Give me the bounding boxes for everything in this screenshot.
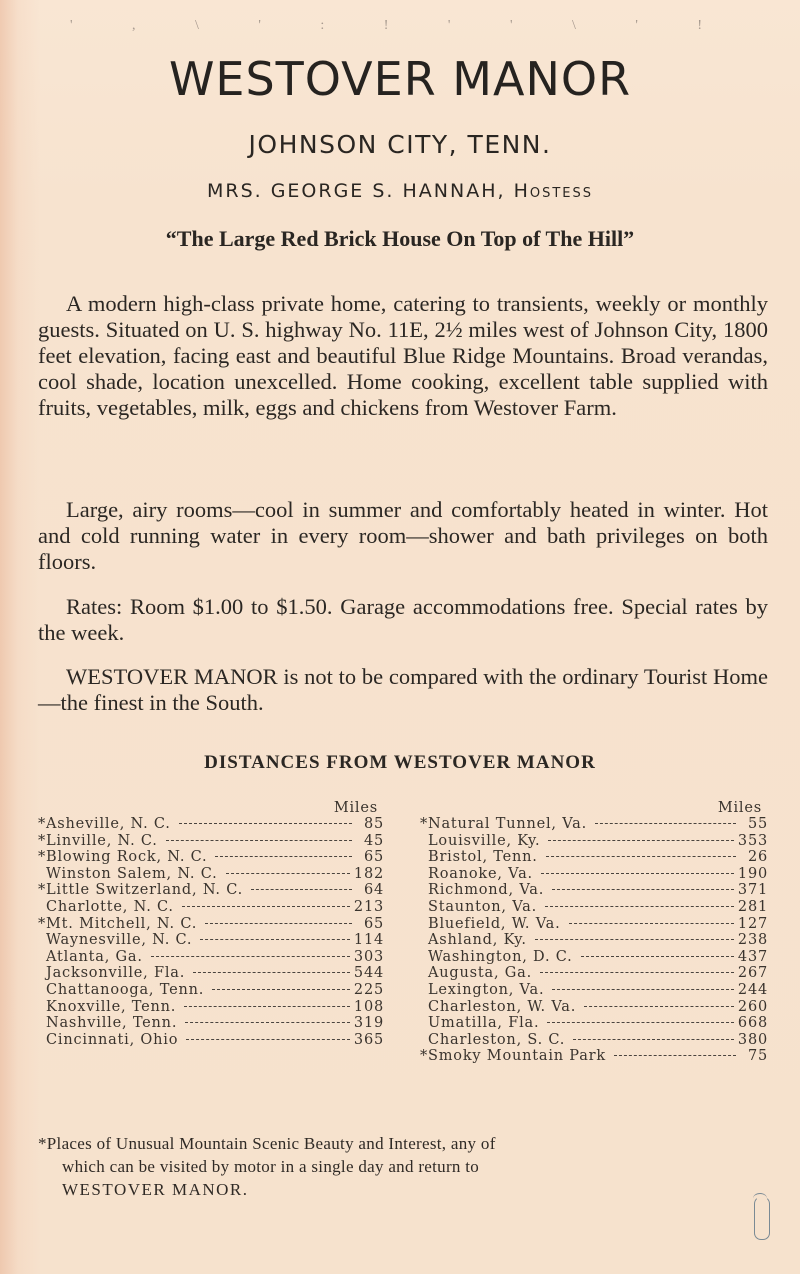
- distance-row: [38, 882, 384, 899]
- distance-row: [420, 833, 768, 850]
- leader-dashes: [186, 1038, 350, 1040]
- distance-miles: 65: [363, 915, 384, 932]
- leader-dashes: [179, 822, 352, 824]
- distance-miles: 225: [353, 981, 384, 998]
- distances-table-right: [420, 800, 768, 1065]
- leader-dashes: [548, 839, 733, 841]
- distance-miles: 353: [737, 832, 768, 849]
- distance-row: [38, 1015, 384, 1032]
- distance-row: [420, 932, 768, 949]
- destination-name: Mt. Mitchell, N. C.: [46, 915, 198, 932]
- distance-row: [420, 1032, 768, 1049]
- destination-name: Charleston, W. Va.: [428, 998, 577, 1015]
- leader-dashes: [552, 988, 734, 990]
- rates-paragraph: Rates: Room $1.00 to $1.50. Garage accommodations free. Special rates by the week.: [38, 594, 768, 645]
- leader-dashes: [212, 988, 350, 990]
- destination-name: Charlotte, N. C.: [46, 898, 174, 915]
- scenic-asterisk: *: [38, 915, 47, 932]
- scenic-asterisk: *: [38, 832, 47, 849]
- leader-dashes: [251, 888, 352, 890]
- footnote-line: WESTOVER MANOR.: [62, 1180, 249, 1199]
- destination-name: Charleston, S. C.: [428, 1031, 566, 1048]
- distance-row: [38, 999, 384, 1016]
- distance-miles: 319: [353, 1015, 384, 1032]
- claim-paragraph: WESTOVER MANOR is not to be compared with the ordinary Tourist Home—the finest in the South.: [38, 664, 768, 715]
- scenic-asterisk: *: [38, 816, 47, 832]
- leader-dashes: [552, 888, 734, 890]
- leader-dashes: [215, 855, 352, 857]
- distance-row: [38, 965, 384, 982]
- leader-dashes: [182, 905, 350, 907]
- distance-miles: 75: [747, 1048, 768, 1065]
- destination-name: Lexington, Va.: [428, 981, 545, 998]
- tagline: “The Large Red Brick House On Top of The Hill”: [165, 226, 635, 251]
- destination-name: Ashland, Ky.: [428, 932, 527, 949]
- scenic-asterisk: *: [420, 1048, 429, 1065]
- distance-row: [38, 899, 384, 916]
- destination-name: Blowing Rock, N. C.: [46, 849, 208, 866]
- distances-table-left: [38, 800, 384, 1048]
- destination-name: Louisville, Ky.: [428, 832, 541, 849]
- distance-miles: 190: [737, 865, 768, 882]
- description-paragraph: A modern high-class private home, catering to transients, weekly or monthly guests. Situated on U. S. highway No. 11E, 2½ miles west of Johnson City, 1800 feet elevation, facing east and beautiful Blue Ridge Mountains. Broad verandas, cool shade, location unexcelled. Home cooking, excellent table supplied with fruits, vegetables, milk, eggs and chickens from Westover Farm.: [38, 291, 768, 420]
- miles-column-header: Miles: [333, 800, 378, 816]
- leader-dashes: [569, 922, 734, 924]
- destination-name: Winston Salem, N. C.: [46, 865, 218, 882]
- leader-dashes: [151, 955, 350, 957]
- miles-column-header: Miles: [717, 800, 762, 816]
- destination-name: Waynesville, N. C.: [46, 932, 193, 949]
- destination-name: Smoky Mountain Park: [428, 1048, 606, 1065]
- distance-miles: 371: [737, 882, 768, 899]
- distance-miles: 182: [353, 865, 384, 882]
- distance-miles: 65: [363, 849, 384, 866]
- destination-name: Asheville, N. C.: [46, 816, 171, 832]
- distance-row: [38, 1032, 384, 1049]
- distance-row: [420, 982, 768, 999]
- distance-row: [420, 999, 768, 1016]
- leader-dashes: [184, 1005, 350, 1007]
- scenic-asterisk: *: [38, 849, 47, 866]
- distance-row: [38, 916, 384, 933]
- distance-row: [420, 1048, 768, 1065]
- distance-row: [38, 849, 384, 866]
- distance-row: [420, 965, 768, 982]
- destination-name: Augusta, Ga.: [428, 965, 532, 982]
- destination-name: Staunton, Va.: [428, 898, 537, 915]
- distance-miles: 244: [737, 981, 768, 998]
- distance-row: [38, 866, 384, 883]
- destination-name: Bristol, Tenn.: [428, 849, 538, 866]
- leader-dashes: [535, 938, 734, 940]
- leader-dashes: [581, 955, 734, 957]
- leader-dashes: [573, 1038, 734, 1040]
- destination-name: Atlanta, Ga.: [46, 948, 143, 965]
- distance-miles: 267: [737, 965, 768, 982]
- leader-dashes: [584, 1005, 734, 1007]
- distance-miles: 365: [353, 1031, 384, 1048]
- print-speckles: ' , \ ' : ! ' ' \ ' !: [69, 18, 731, 33]
- distances-heading: DISTANCES FROM WESTOVER MANOR: [204, 752, 596, 773]
- destination-name: Little Switzerland, N. C.: [46, 882, 243, 899]
- distance-row: [420, 882, 768, 899]
- leader-dashes: [185, 1021, 350, 1023]
- distance-row: [38, 982, 384, 999]
- distance-miles: 55: [747, 816, 768, 832]
- distance-row: [420, 1015, 768, 1032]
- destination-name: Umatilla, Fla.: [428, 1015, 540, 1032]
- destination-name: Washington, D. C.: [428, 948, 573, 965]
- handwritten-mark-icon: [754, 1196, 770, 1240]
- destination-name: Nashville, Tenn.: [46, 1015, 178, 1032]
- distance-miles: 108: [353, 998, 384, 1015]
- distance-row: [420, 899, 768, 916]
- distance-miles: 85: [363, 816, 384, 832]
- leader-dashes: [546, 855, 736, 857]
- distance-row: [420, 916, 768, 933]
- hostess-role: Hostess: [513, 180, 594, 202]
- destination-name: Chattanooga, Tenn.: [46, 981, 205, 998]
- distance-row: [420, 866, 768, 883]
- distance-miles: 281: [737, 898, 768, 915]
- distance-miles: 303: [353, 948, 384, 965]
- leader-dashes: [540, 971, 734, 973]
- leader-dashes: [166, 839, 352, 841]
- distance-row: [38, 949, 384, 966]
- destination-name: Knoxville, Tenn.: [46, 998, 177, 1015]
- leader-dashes: [545, 905, 734, 907]
- footnote-line: *Places of Unusual Mountain Scenic Beauty and Interest, any of: [38, 1134, 496, 1153]
- destination-name: Roanoke, Va.: [428, 865, 533, 882]
- destination-name: Richmond, Va.: [428, 882, 545, 899]
- leader-dashes: [200, 938, 350, 940]
- leader-dashes: [547, 1021, 734, 1023]
- distance-row: [420, 949, 768, 966]
- scenic-asterisk: *: [38, 882, 47, 899]
- destination-name: Jacksonville, Fla.: [46, 965, 186, 982]
- footnote-line: which can be visited by motor in a single day and return to: [62, 1157, 480, 1176]
- distance-miles: 437: [737, 948, 768, 965]
- city-subtitle: JOHNSON CITY, TENN.: [248, 130, 552, 159]
- distance-miles: 26: [747, 849, 768, 866]
- leader-dashes: [614, 1054, 736, 1056]
- leader-dashes: [205, 922, 352, 924]
- distance-row: [420, 816, 768, 833]
- distance-row: [38, 932, 384, 949]
- rooms-paragraph: Large, airy rooms—cool in summer and comfortably heated in winter. Hot and cold running water in every room—shower and bath privileges on both floors.: [38, 497, 768, 574]
- destination-name: Cincinnati, Ohio: [46, 1031, 179, 1048]
- distance-miles: 238: [737, 932, 768, 949]
- destination-name: Natural Tunnel, Va.: [428, 816, 588, 832]
- destination-name: Bluefield, W. Va.: [428, 915, 561, 932]
- distance-miles: 64: [363, 882, 384, 899]
- leader-dashes: [541, 872, 734, 874]
- distance-row: [38, 816, 384, 833]
- distance-miles: 213: [353, 898, 384, 915]
- page-title: WESTOVER MANOR: [168, 52, 632, 106]
- leader-dashes: [193, 971, 350, 973]
- hostess-name: MRS. GEORGE S. HANNAH,: [206, 180, 514, 202]
- distance-miles: 380: [737, 1031, 768, 1048]
- leader-dashes: [595, 822, 736, 824]
- distance-miles: 260: [737, 998, 768, 1015]
- distance-miles: 127: [737, 915, 768, 932]
- distance-miles: 544: [353, 965, 384, 982]
- distance-miles: 45: [363, 832, 384, 849]
- distance-miles: 114: [353, 932, 384, 949]
- footnote: [38, 1132, 768, 1201]
- scenic-asterisk: *: [420, 816, 429, 832]
- hostess-line: [0, 180, 800, 202]
- distance-miles: 668: [737, 1015, 768, 1032]
- distance-row: [420, 849, 768, 866]
- distance-row: [38, 833, 384, 850]
- leader-dashes: [226, 872, 350, 874]
- destination-name: Linville, N. C.: [46, 832, 158, 849]
